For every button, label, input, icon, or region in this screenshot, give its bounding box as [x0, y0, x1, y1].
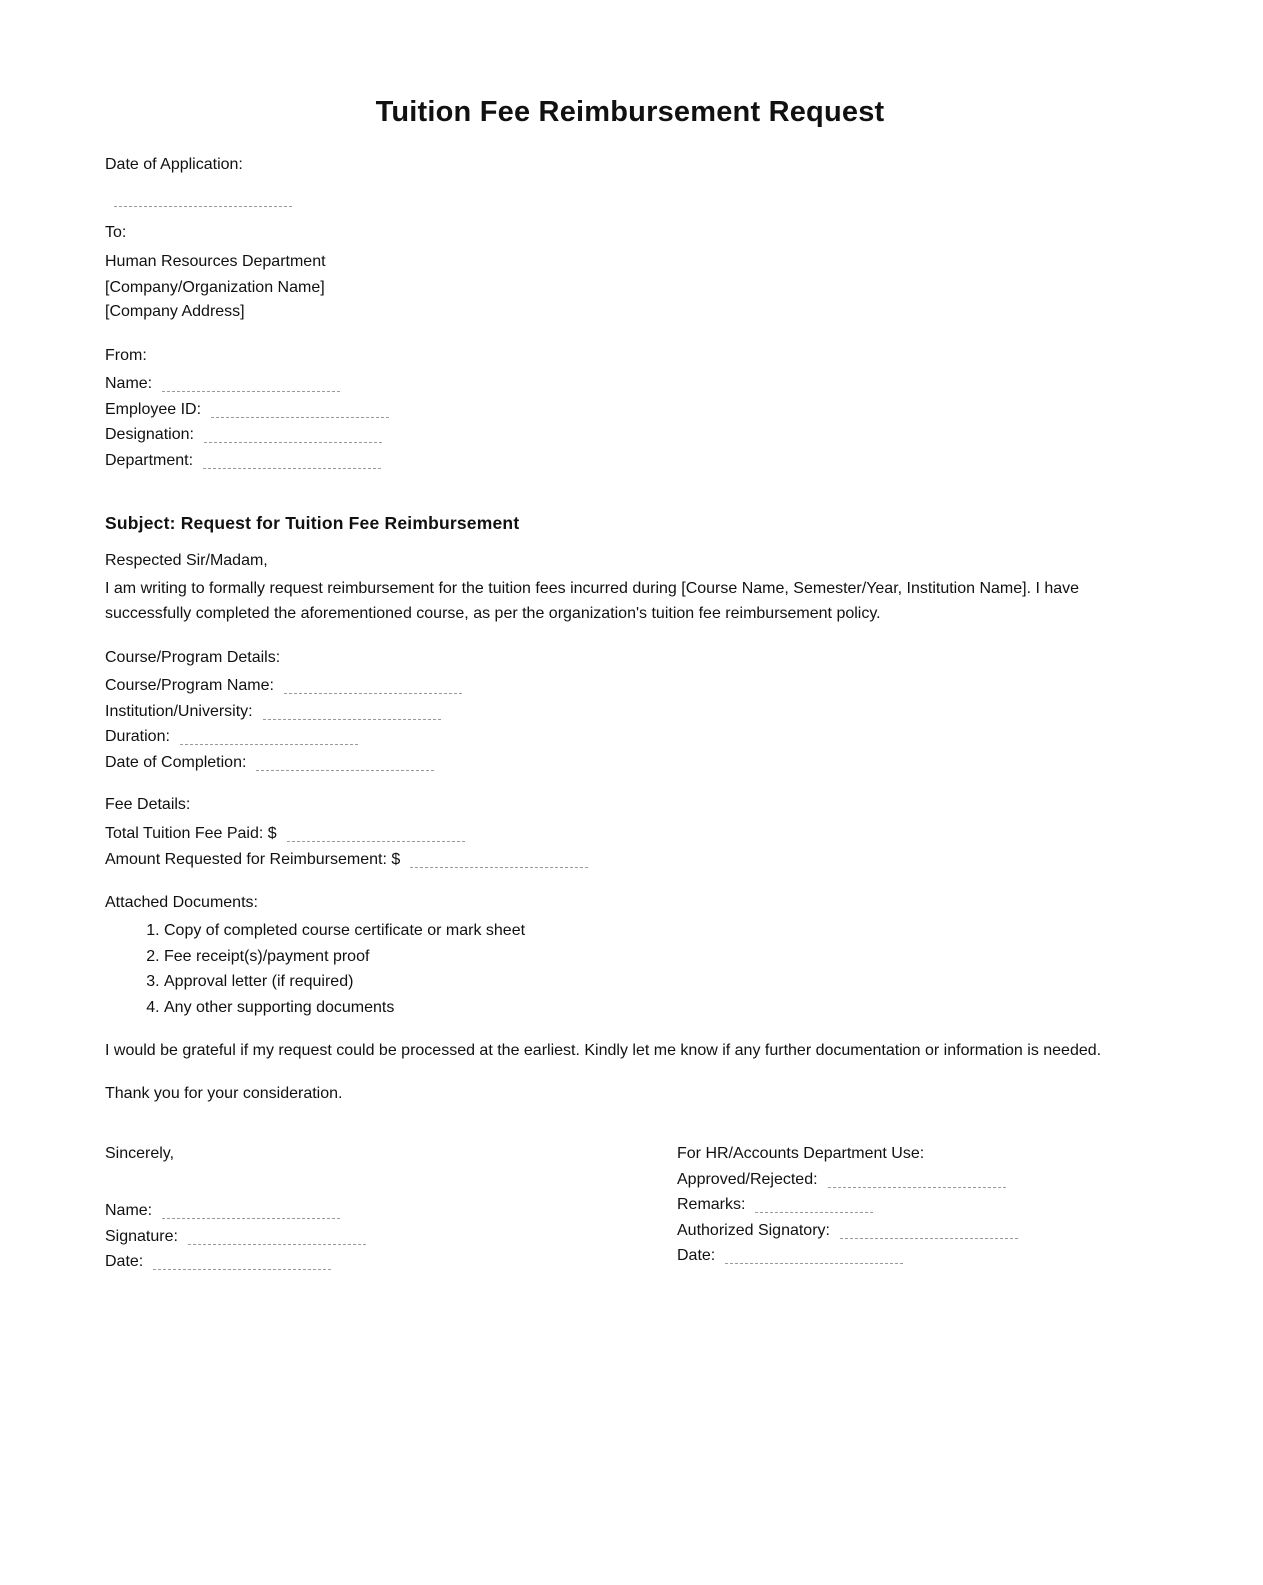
signoff-date-row — [105, 1252, 366, 1278]
total-fee-input[interactable] — [287, 831, 465, 842]
course-details-heading: Course/Program Details: — [105, 649, 281, 666]
field-label: Department: — [105, 451, 194, 469]
field-label: Authorized Signatory: — [677, 1221, 830, 1239]
field-label: Designation: — [105, 426, 194, 443]
field-label: Date: — [105, 1253, 144, 1270]
document-title: Tuition Fee Reimbursement Request — [375, 96, 885, 128]
total-fee-row — [105, 824, 588, 850]
designation-input[interactable] — [204, 432, 382, 443]
attached-documents-heading: Attached Documents: — [105, 894, 258, 911]
subject-line: Subject: Request for Tuition Fee Reimbursement — [105, 513, 520, 533]
attached-documents-list — [105, 918, 525, 1020]
hr-use-heading: For HR/Accounts Department Use: — [677, 1145, 925, 1162]
institution-row — [105, 702, 462, 728]
fee-details-heading: Fee Details: — [105, 796, 191, 813]
course-name-input[interactable] — [284, 683, 462, 694]
signoff-name-row — [105, 1201, 366, 1227]
date-of-application-field[interactable] — [105, 190, 292, 208]
from-employee-id-row — [105, 400, 389, 426]
field-label: Total Tuition Fee Paid: $ — [105, 825, 277, 842]
hr-date-input[interactable] — [725, 1253, 903, 1264]
to-line: Human Resources Department — [105, 253, 326, 270]
list-item: 1. Copy of completed course certificate or mark sheet — [164, 918, 525, 944]
to-label: To: — [105, 224, 127, 241]
signature-input[interactable] — [188, 1234, 366, 1245]
amount-requested-row — [105, 850, 588, 876]
remarks-input[interactable] — [755, 1202, 873, 1213]
field-label: Name: — [105, 1202, 153, 1219]
field-label: Remarks: — [677, 1196, 746, 1213]
date-of-application-label: Date of Application: — [105, 156, 243, 173]
field-label: Name: — [105, 375, 153, 392]
signoff-fields — [105, 1201, 366, 1278]
hr-date-row — [677, 1246, 1018, 1272]
field-label: Approved/Rejected: — [677, 1170, 818, 1188]
from-name-row — [105, 374, 389, 400]
authorized-signatory-row — [677, 1221, 1018, 1247]
field-label: Institution/University: — [105, 702, 253, 720]
field-label: Employee ID: — [105, 400, 202, 418]
department-input[interactable] — [203, 458, 381, 469]
field-label: Course/Program Name: — [105, 677, 274, 694]
duration-row — [105, 727, 462, 753]
date-of-completion-input[interactable] — [256, 760, 434, 771]
field-label: Date of Completion: — [105, 753, 247, 771]
from-designation-row — [105, 425, 389, 451]
authorized-signatory-input[interactable] — [840, 1228, 1018, 1239]
from-department-row — [105, 451, 389, 477]
thanks-line: Thank you for your consideration. — [105, 1085, 343, 1102]
salutation: Respected Sir/Madam, — [105, 552, 268, 569]
list-item: 3. Approval letter (if required) — [164, 969, 525, 995]
field-label: Duration: — [105, 728, 170, 745]
name-input[interactable] — [162, 381, 340, 392]
to-line: [Company/Organization Name] — [105, 278, 325, 296]
signoff-label: Sincerely, — [105, 1145, 175, 1162]
duration-input[interactable] — [180, 734, 358, 745]
signature-row — [105, 1227, 366, 1253]
date-of-completion-row — [105, 753, 462, 779]
amount-requested-input[interactable] — [410, 857, 588, 868]
list-item: 2. Fee receipt(s)/payment proof — [164, 944, 525, 970]
institution-input[interactable] — [263, 709, 441, 720]
remarks-row — [677, 1195, 1018, 1221]
from-fields — [105, 374, 389, 476]
list-item: 4. Any other supporting documents — [164, 995, 525, 1021]
employee-id-input[interactable] — [211, 407, 389, 418]
fee-details-fields — [105, 824, 588, 875]
approved-rejected-input[interactable] — [828, 1177, 1006, 1188]
signoff-name-input[interactable] — [162, 1208, 340, 1219]
course-name-row — [105, 676, 462, 702]
field-label: Signature: — [105, 1227, 178, 1245]
course-details-fields — [105, 676, 462, 778]
hr-use-fields — [677, 1170, 1018, 1272]
approved-rejected-row — [677, 1170, 1018, 1196]
from-label: From: — [105, 347, 147, 364]
to-line: [Company Address] — [105, 303, 245, 320]
field-label: Date: — [677, 1247, 716, 1264]
signoff-date-input[interactable] — [153, 1259, 331, 1270]
closing-paragraph: I would be grateful if my request could be processed at the earliest. Kindly let me know if any further documentation or information is needed. — [105, 1042, 1102, 1059]
field-label: Amount Requested for Reimbursement: $ — [105, 850, 401, 868]
body-paragraph: I am writing to formally request reimbursement for the tuition fees incurred during [Course Name, Semester/Year, Institution Name]. I have successfully completed the aforementioned course, as per the organization's tuition fee reimbursement policy. — [105, 580, 1080, 622]
